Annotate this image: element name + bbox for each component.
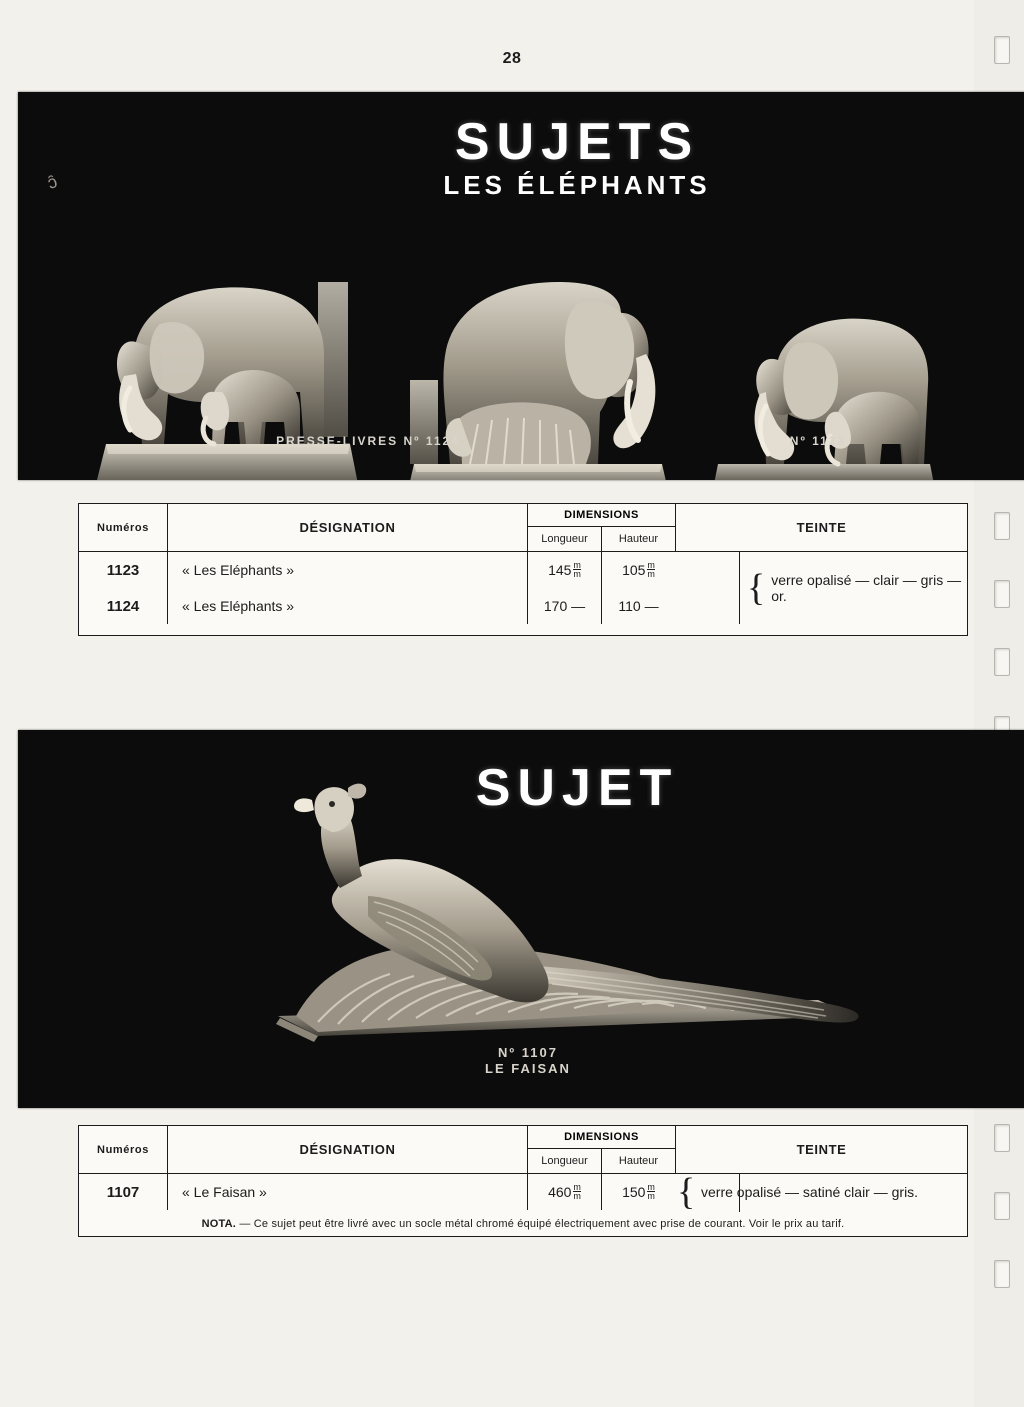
cell-hauteur: 150 m m: [601, 1174, 675, 1210]
nota-label: NOTA.: [201, 1218, 237, 1230]
page-number: 28: [502, 50, 522, 67]
cell-teinte: [675, 1171, 967, 1213]
cell-longueur: 170 —: [527, 588, 601, 624]
nota-body: — Ce sujet peut être livré avec un socle métal chromé équipé électriquement avec prise de courant. Voir le prix au tarif.: [239, 1218, 845, 1230]
cell-hauteur: 105 m m: [601, 552, 675, 588]
header-longueur: Longueur: [541, 1155, 588, 1167]
header-dimensions: DIMENSIONS Longueur Hauteur: [527, 1126, 675, 1173]
caption-presse-livres-1124: PRESSE-LIVRES Nº 1124: [276, 434, 460, 448]
panel-title-sujet: SUJET: [475, 759, 679, 817]
header-designation: DÉSIGNATION: [167, 1126, 527, 1173]
pencil-mark: ɔ̑: [44, 171, 60, 193]
header-designation: DÉSIGNATION: [167, 504, 527, 551]
panel-title-sujets: SUJETS: [454, 113, 700, 171]
header-numeros: Numéros: [97, 521, 149, 534]
table-body: [79, 552, 967, 624]
header-hauteur: Hauteur: [601, 527, 675, 551]
header-longueur: Longueur: [541, 533, 588, 545]
header-dimensions: DIMENSIONS Longueur Hauteur: [527, 504, 675, 551]
cell-designation: « Les Eléphants »: [167, 552, 527, 588]
table-row: [79, 552, 967, 588]
header-hauteur: Hauteur: [601, 1149, 675, 1173]
caption-no-1107: Nº 1107: [498, 1045, 558, 1060]
teinte-value: verre opalisé — clair — gris — or.: [771, 572, 962, 604]
table-body: [79, 1171, 967, 1213]
cell-numero: 1107: [106, 1183, 140, 1201]
table-row: [79, 1171, 967, 1213]
binder-hole: [994, 580, 1010, 608]
table-header-row: [79, 504, 967, 552]
cell-numero: 1123: [106, 561, 140, 579]
binder-hole: [994, 648, 1010, 676]
cell-longueur: 460 m m: [527, 1174, 601, 1210]
panel-subtitle-les-elephants: LES ÉLÉPHANTS: [443, 170, 711, 200]
caption-no-1123: Nº 1123: [789, 434, 847, 448]
cell-designation: « Le Faisan »: [167, 1174, 527, 1210]
cell-longueur: 145 m m: [527, 552, 601, 588]
brace-icon: {: [677, 1171, 696, 1213]
cell-teinte-spacer: [675, 588, 967, 624]
cell-teinte-spacer: [675, 552, 967, 588]
header-teinte: TEINTE: [675, 1126, 967, 1173]
header-teinte: TEINTE: [675, 504, 967, 551]
caption-le-faisan: LE FAISAN: [485, 1061, 571, 1076]
brace-icon: {: [747, 567, 766, 609]
binder-hole: [994, 1124, 1010, 1152]
photo-panel-elephants: [18, 92, 1024, 480]
binder-hole: [994, 1192, 1010, 1220]
spec-table-elephants: [78, 503, 968, 636]
cell-numero: 1124: [106, 597, 140, 615]
spec-table-faisan: [78, 1125, 968, 1237]
table-row: [79, 588, 967, 624]
nota-text: [79, 1218, 967, 1230]
photo-panel-faisan: [18, 730, 1024, 1108]
binder-hole: [994, 512, 1010, 540]
teinte-value: verre opalisé — satiné clair — gris.: [701, 1184, 919, 1200]
elephants-photograph: [18, 92, 1024, 480]
cell-hauteur: 110 —: [601, 588, 675, 624]
table-header-row: [79, 1126, 967, 1174]
header-numeros: Numéros: [97, 1143, 149, 1156]
binder-hole: [994, 1260, 1010, 1288]
cell-designation: « Les Eléphants »: [167, 588, 527, 624]
